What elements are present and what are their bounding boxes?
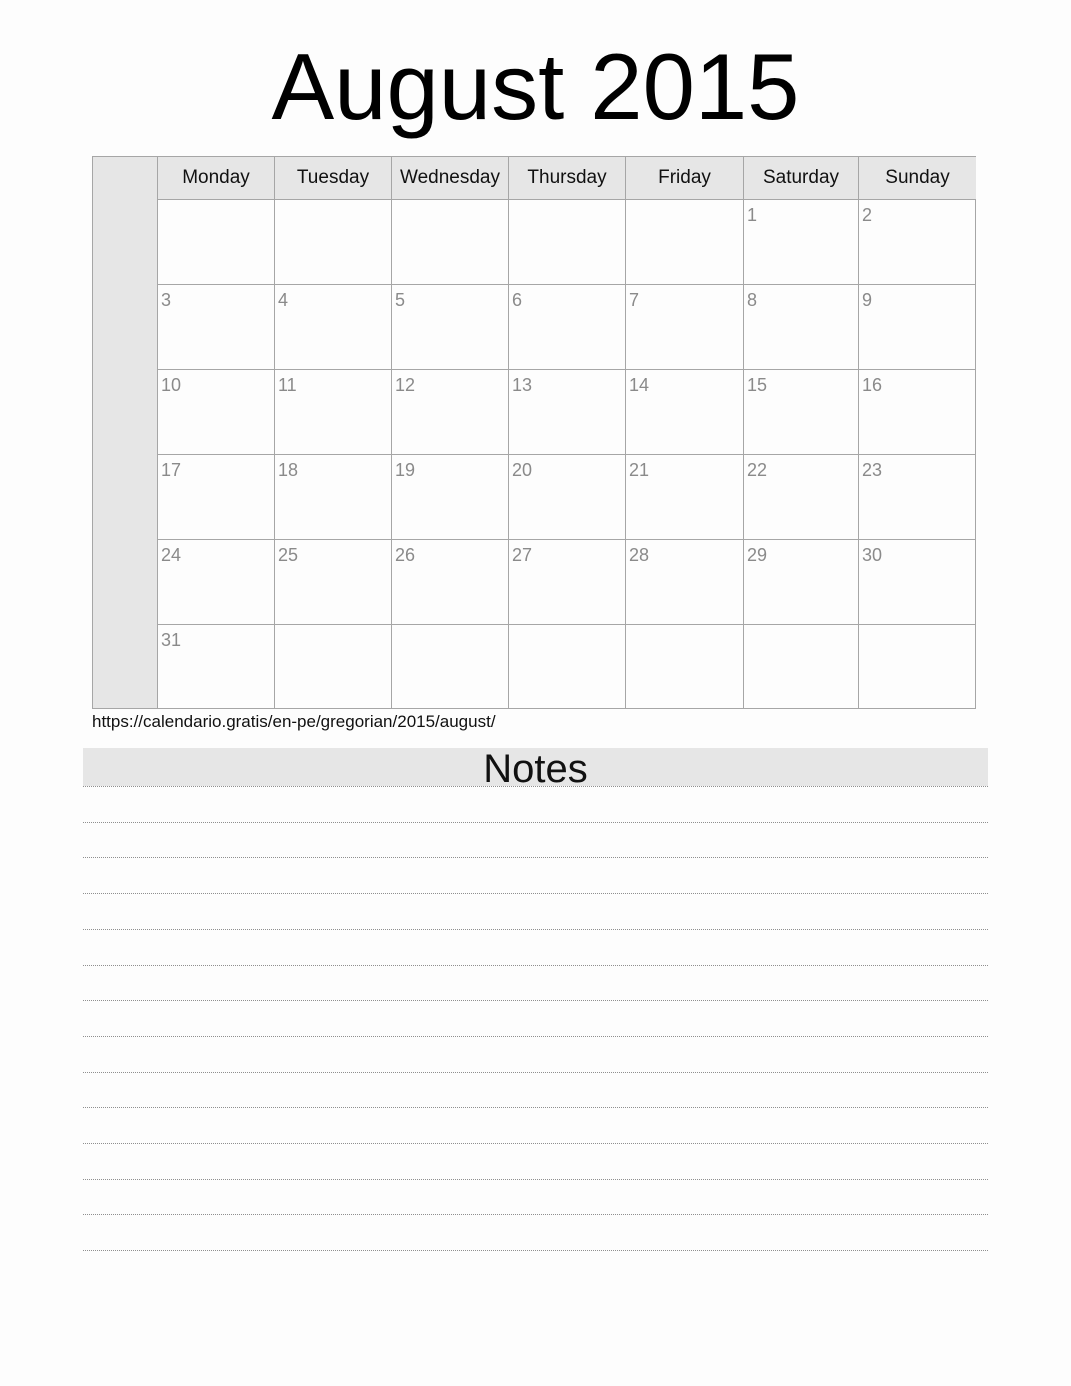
day-number: 1 bbox=[747, 205, 758, 225]
day-cell bbox=[275, 540, 392, 625]
day-number: 26 bbox=[395, 545, 416, 565]
notes-line bbox=[83, 929, 988, 930]
day-number: 7 bbox=[629, 290, 640, 310]
day-cell bbox=[744, 540, 859, 625]
day-cell bbox=[158, 540, 275, 625]
weekday-header-monday: Monday bbox=[158, 157, 275, 200]
day-number: 2 bbox=[862, 205, 873, 225]
day-cell bbox=[509, 625, 626, 709]
day-number: 16 bbox=[862, 375, 883, 395]
day-number: 28 bbox=[629, 545, 650, 565]
day-number: 31 bbox=[161, 630, 182, 650]
day-number: 19 bbox=[395, 460, 416, 480]
notes-line bbox=[83, 965, 988, 966]
notes-line bbox=[83, 1000, 988, 1001]
day-number: 29 bbox=[747, 545, 768, 565]
day-number: 8 bbox=[747, 290, 758, 310]
day-cell bbox=[275, 200, 392, 285]
day-cell bbox=[744, 625, 859, 709]
weekday-header-saturday: Saturday bbox=[744, 157, 859, 200]
day-number: 5 bbox=[395, 290, 406, 310]
weekday-header-sunday: Sunday bbox=[859, 157, 976, 200]
day-cell bbox=[509, 540, 626, 625]
day-cell bbox=[158, 370, 275, 455]
day-number: 27 bbox=[512, 545, 533, 565]
day-number: 22 bbox=[747, 460, 768, 480]
day-number: 23 bbox=[862, 460, 883, 480]
day-cell bbox=[158, 285, 275, 370]
day-number: 15 bbox=[747, 375, 768, 395]
day-cell bbox=[744, 285, 859, 370]
day-cell bbox=[392, 625, 509, 709]
day-cell bbox=[392, 540, 509, 625]
day-cell bbox=[859, 540, 976, 625]
day-cell bbox=[509, 370, 626, 455]
day-cell bbox=[744, 200, 859, 285]
day-cell bbox=[392, 285, 509, 370]
day-cell bbox=[859, 455, 976, 540]
notes-line bbox=[83, 1214, 988, 1215]
week-number-column bbox=[93, 157, 158, 708]
day-cell bbox=[626, 455, 744, 540]
day-cell bbox=[626, 625, 744, 709]
day-number: 12 bbox=[395, 375, 416, 395]
notes-line bbox=[83, 1036, 988, 1037]
weekday-header-tuesday: Tuesday bbox=[275, 157, 392, 200]
calendar-grid bbox=[92, 156, 976, 709]
day-cell bbox=[158, 625, 275, 709]
day-number: 3 bbox=[161, 290, 172, 310]
day-cell bbox=[275, 285, 392, 370]
day-number: 20 bbox=[512, 460, 533, 480]
day-number: 17 bbox=[161, 460, 182, 480]
notes-line bbox=[83, 1143, 988, 1144]
day-cell bbox=[275, 455, 392, 540]
day-number: 6 bbox=[512, 290, 523, 310]
notes-line bbox=[83, 893, 988, 894]
day-number: 30 bbox=[862, 545, 883, 565]
notes-line bbox=[83, 1179, 988, 1180]
day-number: 11 bbox=[278, 375, 297, 395]
day-number: 14 bbox=[629, 375, 650, 395]
day-cell bbox=[158, 200, 275, 285]
day-cell bbox=[859, 285, 976, 370]
notes-line bbox=[83, 1250, 988, 1251]
weekday-header-friday: Friday bbox=[626, 157, 744, 200]
day-number: 25 bbox=[278, 545, 299, 565]
day-cell bbox=[509, 455, 626, 540]
day-cell bbox=[859, 625, 976, 709]
day-cell bbox=[275, 370, 392, 455]
notes-line bbox=[83, 786, 988, 787]
day-number: 13 bbox=[512, 375, 533, 395]
notes-title: Notes bbox=[83, 748, 988, 786]
day-number: 9 bbox=[862, 290, 873, 310]
notes-line bbox=[83, 822, 988, 823]
day-number: 4 bbox=[278, 290, 289, 310]
day-cell bbox=[744, 370, 859, 455]
day-number: 24 bbox=[161, 545, 182, 565]
day-number: 18 bbox=[278, 460, 299, 480]
day-cell bbox=[158, 455, 275, 540]
source-url: https://calendario.gratis/en-pe/gregorian/2015/august/ bbox=[92, 712, 496, 731]
notes-line bbox=[83, 1072, 988, 1073]
day-cell bbox=[392, 455, 509, 540]
day-cell bbox=[859, 370, 976, 455]
day-cell bbox=[859, 200, 976, 285]
day-cell bbox=[626, 200, 744, 285]
day-cell bbox=[744, 455, 859, 540]
page-title: August 2015 bbox=[271, 34, 800, 139]
notes-line bbox=[83, 857, 988, 858]
day-cell bbox=[275, 625, 392, 709]
weekday-header-wednesday: Wednesday bbox=[392, 157, 509, 200]
day-cell bbox=[626, 370, 744, 455]
calendar-days bbox=[158, 157, 975, 708]
day-cell bbox=[626, 285, 744, 370]
day-cell bbox=[509, 285, 626, 370]
day-cell bbox=[392, 200, 509, 285]
day-cell bbox=[626, 540, 744, 625]
day-cell bbox=[509, 200, 626, 285]
weekday-header-thursday: Thursday bbox=[509, 157, 626, 200]
day-number: 21 bbox=[629, 460, 650, 480]
notes-line bbox=[83, 1107, 988, 1108]
day-number: 10 bbox=[161, 375, 182, 395]
day-cell bbox=[392, 370, 509, 455]
